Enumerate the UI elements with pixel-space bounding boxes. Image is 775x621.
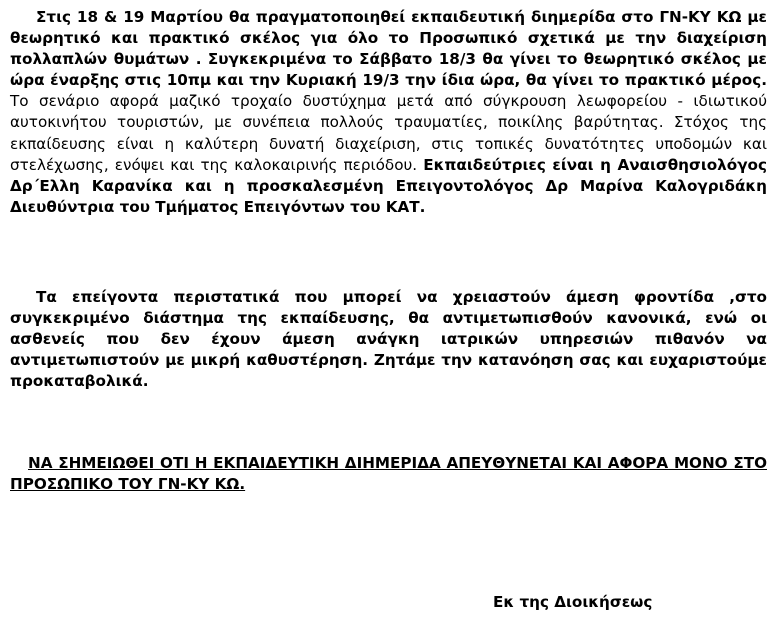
instructors-text: Εκπαιδεύτριες είναι η Αναισθησιολόγος Δρ΄Ελλη Καρανίκα και η προσκαλεσμένη Επειγοντολόγος Δρ Μαρίνα Καλογριδάκη Διευθύντρια του Τμήματος Επειγόντων του ΚΑΤ. bbox=[10, 155, 767, 216]
signature-line: Εκ της Διοικήσεως bbox=[493, 593, 653, 611]
announcement-paragraph-1 bbox=[10, 7, 767, 218]
scenario-description-text: Το σενάριο αφορά μαζικό τροχαίο δυστύχημα μετά από σύγκρουση λεωφορείου - ιδιωτικού αυτοκινήτου τουριστών, με συνέπεια πολλούς τραυματίες, ποικίλης βαρύτητας. Στόχος της εκπαίδευσης είναι η καλύτερη δυνατή διαχείριση, στις τοπικές δυνατότητες υποδομών και στελέχωσης, ενόψει και της καλοκαιρινής περιόδου. bbox=[10, 92, 767, 174]
announcement-paragraph-3 bbox=[10, 453, 767, 495]
announcement-paragraph-2 bbox=[10, 287, 767, 392]
event-schedule-text: Στις 18 & 19 Μαρτίου θα πραγματοποιηθεί εκπαιδευτική διημερίδα στο ΓΝ-ΚΥ ΚΩ με θεωρητικό και πρακτικό σκέλος για όλο το Προσωπικό σχετικά με την διαχείριση πολλαπλών θυμάτων . Συγκεκριμένα το Σάββατο 18/3 θα γίνει το θεωρητικό σκέλος με ώρα έναρξης στις 10πμ και την Κυριακή 19/3 την ίδια ώρα, θα γίνει το πρακτικό μέρος. bbox=[10, 8, 767, 90]
staff-only-notice-text: ΝΑ ΣΗΜΕΙΩΘΕΙ ΟΤΙ Η ΕΚΠΑΙΔΕΥΤΙΚΗ ΔΙΗΜΕΡΙΔΑ ΑΠΕΥΘΥΝΕΤΑΙ ΚΑΙ ΑΦΟΡΑ ΜΟΝΟ ΣΤΟ ΠΡΟΣΩΠΙΚΟ ΤΟΥ ΓΝ-ΚΥ ΚΩ. bbox=[10, 454, 767, 494]
emergency-notice-text: Τα επείγοντα περιστατικά που μπορεί να χρειαστούν άμεση φροντίδα ,στο συγκεκριμένο διάστημα της εκπαίδευσης, θα αντιμετωπισθούν κανονικά, ενώ οι ασθενείς που δεν έχουν άμεση ανάγκη ιατρικών υπηρεσιών πιθανόν να αντιμετωπιστούν με μικρή καθυστέρηση. Ζητάμε την κατανόηση σας και ευχαριστούμε προκαταβολικά. bbox=[10, 288, 767, 391]
